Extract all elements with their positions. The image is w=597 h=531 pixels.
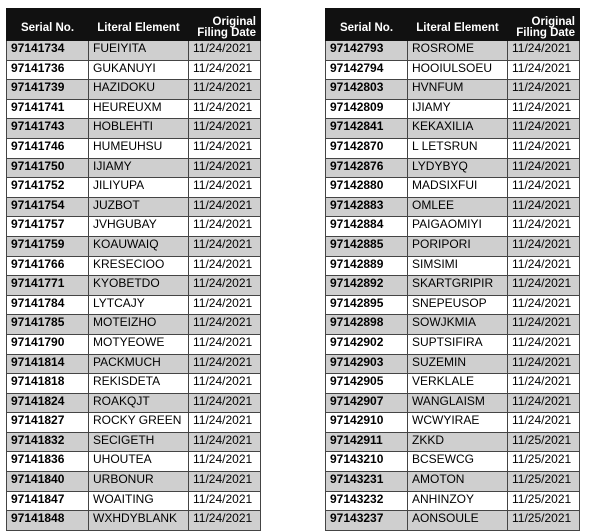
table-row (7, 491, 261, 511)
serial-cell: 97141743 (7, 119, 89, 139)
table-row (7, 178, 261, 198)
serial-cell: 97141790 (7, 334, 89, 354)
filing-date-cell: 11/24/2021 (508, 158, 580, 178)
literal-element-cell: SUZEMIN (408, 354, 508, 374)
serial-cell: 97142794 (326, 60, 408, 80)
literal-element-cell: GUKANUYI (89, 60, 189, 80)
serial-cell: 97141836 (7, 452, 89, 472)
filing-date-cell: 11/24/2021 (189, 158, 261, 178)
filing-date-cell: 11/24/2021 (189, 178, 261, 198)
header-date-line2: Filing Date (516, 27, 575, 39)
filing-date-cell: 11/24/2021 (189, 452, 261, 472)
literal-element-cell: WXHDYBLANK (89, 511, 189, 531)
serial-cell: 97142803 (326, 80, 408, 100)
literal-element-cell: KRESECIOO (89, 256, 189, 276)
serial-cell: 97142889 (326, 256, 408, 276)
literal-element-cell: HOBLEHTI (89, 119, 189, 139)
serial-cell: 97142910 (326, 413, 408, 433)
serial-cell: 97141750 (7, 158, 89, 178)
serial-cell: 97142884 (326, 217, 408, 237)
table-row (7, 99, 261, 119)
literal-element-cell: L LETSRUN (408, 138, 508, 158)
table-row (326, 217, 580, 237)
header-serial: Serial No. (7, 9, 89, 41)
filing-date-cell: 11/24/2021 (508, 334, 580, 354)
literal-element-cell: SKARTGRIPIR (408, 276, 508, 296)
literal-element-cell: HUMEUHSU (89, 138, 189, 158)
filing-date-cell: 11/24/2021 (508, 197, 580, 217)
serial-cell: 97141784 (7, 295, 89, 315)
literal-element-cell: VERKLALE (408, 374, 508, 394)
left-table (6, 8, 261, 531)
table-row (326, 334, 580, 354)
table-row (326, 511, 580, 531)
literal-element-cell: HOOIULSOEU (408, 60, 508, 80)
filing-date-cell: 11/24/2021 (189, 119, 261, 139)
table-row (7, 393, 261, 413)
table-row (326, 432, 580, 452)
filing-date-cell: 11/24/2021 (508, 178, 580, 198)
filing-date-cell: 11/24/2021 (189, 393, 261, 413)
literal-element-cell: FUEIYITA (89, 41, 189, 61)
filing-date-cell: 11/24/2021 (189, 334, 261, 354)
serial-cell: 97141785 (7, 315, 89, 335)
filing-date-cell: 11/24/2021 (508, 295, 580, 315)
filing-date-cell: 11/24/2021 (189, 236, 261, 256)
table-row (7, 197, 261, 217)
literal-element-cell: LYDYBYQ (408, 158, 508, 178)
literal-element-cell: PACKMUCH (89, 354, 189, 374)
table-row (326, 41, 580, 61)
header-date-line2: Filing Date (197, 27, 256, 39)
literal-element-cell: ROCKY GREEN (89, 413, 189, 433)
serial-cell: 97142883 (326, 197, 408, 217)
literal-element-cell: PAIGAOMIYI (408, 217, 508, 237)
filing-date-cell: 11/24/2021 (189, 217, 261, 237)
right-table-body (326, 41, 580, 531)
filing-date-cell: 11/24/2021 (189, 315, 261, 335)
table-row (326, 256, 580, 276)
serial-cell: 97143237 (326, 511, 408, 531)
table-row (326, 354, 580, 374)
serial-cell: 97142895 (326, 295, 408, 315)
filing-date-cell: 11/24/2021 (189, 472, 261, 492)
header-date-line1: Original (212, 16, 256, 28)
serial-cell: 97141840 (7, 472, 89, 492)
literal-element-cell: SNEPEUSOP (408, 295, 508, 315)
filing-date-cell: 11/24/2021 (189, 197, 261, 217)
table-row (7, 158, 261, 178)
literal-element-cell: MOTEIZHO (89, 315, 189, 335)
filing-date-cell: 11/24/2021 (508, 119, 580, 139)
table-row (326, 472, 580, 492)
table-row (326, 138, 580, 158)
table-row (7, 472, 261, 492)
filing-date-cell: 11/24/2021 (508, 41, 580, 61)
literal-element-cell: AMOTON (408, 472, 508, 492)
table-row (326, 452, 580, 472)
filing-date-cell: 11/25/2021 (508, 511, 580, 531)
serial-cell: 97142907 (326, 393, 408, 413)
filing-date-cell: 11/24/2021 (189, 138, 261, 158)
literal-element-cell: SOWJKMIA (408, 315, 508, 335)
filing-date-cell: 11/24/2021 (189, 354, 261, 374)
serial-cell: 97141741 (7, 99, 89, 119)
table-row (326, 491, 580, 511)
filing-date-cell: 11/24/2021 (508, 256, 580, 276)
serial-cell: 97142892 (326, 276, 408, 296)
table-row (7, 334, 261, 354)
filing-date-cell: 11/24/2021 (508, 80, 580, 100)
literal-element-cell: JUZBOT (89, 197, 189, 217)
literal-element-cell: UHOUTEA (89, 452, 189, 472)
serial-cell: 97143232 (326, 491, 408, 511)
table-row (7, 374, 261, 394)
literal-element-cell: MADSIXFUI (408, 178, 508, 198)
table-row (7, 256, 261, 276)
table-row (326, 413, 580, 433)
table-row (326, 374, 580, 394)
filing-date-cell: 11/24/2021 (189, 99, 261, 119)
literal-element-cell: OMLEE (408, 197, 508, 217)
serial-cell: 97143231 (326, 472, 408, 492)
literal-element-cell: BCSEWCG (408, 452, 508, 472)
literal-element-cell: SUPTSIFIRA (408, 334, 508, 354)
literal-element-cell: JVHGUBAY (89, 217, 189, 237)
header-serial: Serial No. (326, 9, 408, 41)
serial-cell: 97141734 (7, 41, 89, 61)
table-row (326, 276, 580, 296)
serial-cell: 97142905 (326, 374, 408, 394)
serial-cell: 97143210 (326, 452, 408, 472)
filing-date-cell: 11/24/2021 (189, 295, 261, 315)
literal-element-cell: SIMSIMI (408, 256, 508, 276)
serial-cell: 97141746 (7, 138, 89, 158)
filing-date-cell: 11/24/2021 (189, 432, 261, 452)
serial-cell: 97141847 (7, 491, 89, 511)
serial-cell: 97141752 (7, 178, 89, 198)
header-filing-date (189, 9, 261, 41)
serial-cell: 97141827 (7, 413, 89, 433)
filing-date-cell: 11/24/2021 (189, 511, 261, 531)
right-table (325, 8, 580, 531)
table-row (326, 119, 580, 139)
table-row (7, 452, 261, 472)
serial-cell: 97142903 (326, 354, 408, 374)
serial-cell: 97142793 (326, 41, 408, 61)
table-row (326, 178, 580, 198)
literal-element-cell: KYOBETDO (89, 276, 189, 296)
table-row (7, 432, 261, 452)
header-row (7, 9, 261, 41)
table-row (326, 315, 580, 335)
serial-cell: 97141832 (7, 432, 89, 452)
filing-date-cell: 11/24/2021 (189, 374, 261, 394)
left-table-body (7, 41, 261, 531)
table-row (7, 236, 261, 256)
literal-element-cell: HEUREUXM (89, 99, 189, 119)
literal-element-cell: HAZIDOKU (89, 80, 189, 100)
literal-element-cell: JILIYUPA (89, 178, 189, 198)
serial-cell: 97142898 (326, 315, 408, 335)
serial-cell: 97141736 (7, 60, 89, 80)
serial-cell: 97142902 (326, 334, 408, 354)
literal-element-cell: KOAUWAIQ (89, 236, 189, 256)
serial-cell: 97141759 (7, 236, 89, 256)
table-row (326, 60, 580, 80)
table-row (7, 315, 261, 335)
literal-element-cell: URBONUR (89, 472, 189, 492)
literal-element-cell: KEKAXILIA (408, 119, 508, 139)
serial-cell: 97141757 (7, 217, 89, 237)
header-literal-element: Literal Element (408, 9, 508, 41)
header-row (326, 9, 580, 41)
filing-date-cell: 11/24/2021 (508, 138, 580, 158)
literal-element-cell: IJIAMY (408, 99, 508, 119)
serial-cell: 97142876 (326, 158, 408, 178)
serial-cell: 97141848 (7, 511, 89, 531)
filing-date-cell: 11/24/2021 (508, 413, 580, 433)
table-row (7, 295, 261, 315)
table-row (326, 158, 580, 178)
serial-cell: 97141739 (7, 80, 89, 100)
filing-date-cell: 11/24/2021 (189, 491, 261, 511)
filing-date-cell: 11/24/2021 (508, 315, 580, 335)
literal-element-cell: ROSROME (408, 41, 508, 61)
literal-element-cell: MOTYEOWE (89, 334, 189, 354)
literal-element-cell: HVNFUM (408, 80, 508, 100)
table-row (326, 80, 580, 100)
table-row (7, 217, 261, 237)
filing-date-cell: 11/25/2021 (508, 472, 580, 492)
literal-element-cell: IJIAMY (89, 158, 189, 178)
filing-date-cell: 11/24/2021 (189, 413, 261, 433)
literal-element-cell: SECIGETH (89, 432, 189, 452)
table-row (7, 80, 261, 100)
serial-cell: 97141814 (7, 354, 89, 374)
literal-element-cell: AONSOULE (408, 511, 508, 531)
literal-element-cell: WCWYIRAE (408, 413, 508, 433)
serial-cell: 97141818 (7, 374, 89, 394)
literal-element-cell: WOAITING (89, 491, 189, 511)
filing-date-cell: 11/24/2021 (508, 99, 580, 119)
literal-element-cell: LYTCAJY (89, 295, 189, 315)
serial-cell: 97142809 (326, 99, 408, 119)
filing-date-cell: 11/24/2021 (189, 41, 261, 61)
table-row (7, 276, 261, 296)
filing-date-cell: 11/24/2021 (508, 354, 580, 374)
serial-cell: 97141824 (7, 393, 89, 413)
serial-cell: 97141766 (7, 256, 89, 276)
literal-element-cell: ZKKD (408, 432, 508, 452)
table-row (7, 413, 261, 433)
table-row (326, 295, 580, 315)
filing-date-cell: 11/25/2021 (508, 452, 580, 472)
filing-date-cell: 11/24/2021 (508, 236, 580, 256)
table-row (7, 138, 261, 158)
literal-element-cell: ANHINZOY (408, 491, 508, 511)
serial-cell: 97141754 (7, 197, 89, 217)
filing-date-cell: 11/24/2021 (508, 217, 580, 237)
table-row (326, 197, 580, 217)
filing-date-cell: 11/24/2021 (189, 80, 261, 100)
serial-cell: 97142841 (326, 119, 408, 139)
literal-element-cell: WANGLAISM (408, 393, 508, 413)
filing-date-cell: 11/24/2021 (508, 276, 580, 296)
filing-date-cell: 11/25/2021 (508, 491, 580, 511)
table-row (326, 99, 580, 119)
table-row (326, 393, 580, 413)
table-row (7, 354, 261, 374)
filing-date-cell: 11/24/2021 (508, 393, 580, 413)
serial-cell: 97142911 (326, 432, 408, 452)
serial-cell: 97141771 (7, 276, 89, 296)
table-row (7, 41, 261, 61)
table-row (326, 236, 580, 256)
filing-date-cell: 11/24/2021 (189, 276, 261, 296)
table-row (7, 60, 261, 80)
filing-date-cell: 11/24/2021 (189, 256, 261, 276)
literal-element-cell: PORIPORI (408, 236, 508, 256)
filing-date-cell: 11/25/2021 (508, 432, 580, 452)
header-literal-element: Literal Element (89, 9, 189, 41)
table-row (7, 511, 261, 531)
literal-element-cell: REKISDETA (89, 374, 189, 394)
filing-date-cell: 11/24/2021 (508, 374, 580, 394)
literal-element-cell: ROAKQJT (89, 393, 189, 413)
filing-date-cell: 11/24/2021 (508, 60, 580, 80)
serial-cell: 97142870 (326, 138, 408, 158)
serial-cell: 97142880 (326, 178, 408, 198)
header-filing-date (508, 9, 580, 41)
table-row (7, 119, 261, 139)
serial-cell: 97142885 (326, 236, 408, 256)
filing-date-cell: 11/24/2021 (189, 60, 261, 80)
header-date-line1: Original (531, 16, 575, 28)
